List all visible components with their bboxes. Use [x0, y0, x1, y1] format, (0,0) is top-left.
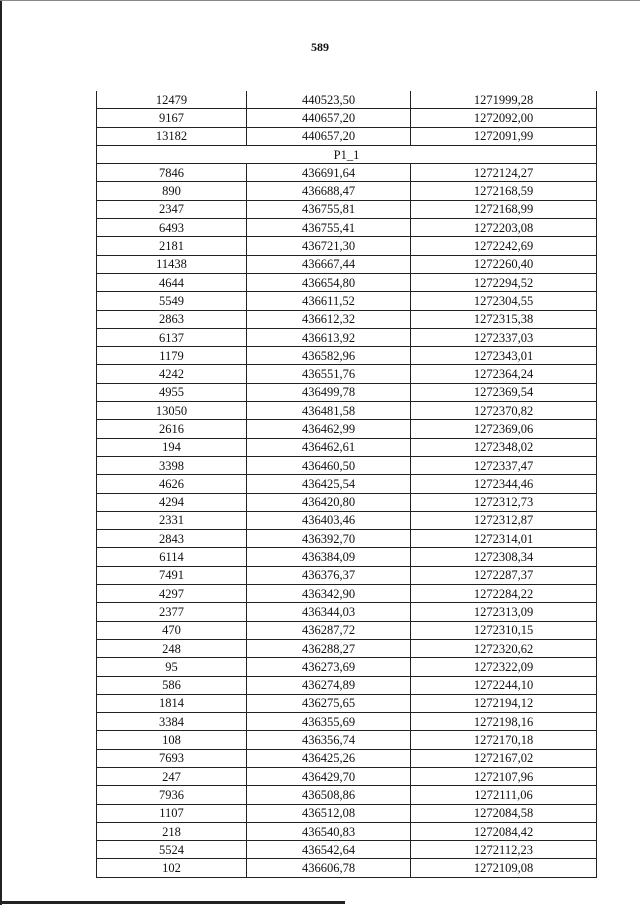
- x-coordinate-cell: 436551,76: [247, 365, 411, 383]
- y-coordinate-cell: 1272111,06: [411, 786, 597, 804]
- point-number-cell: 7693: [97, 749, 247, 767]
- x-coordinate-cell: 436392,70: [247, 530, 411, 548]
- table-row: [97, 164, 597, 182]
- y-coordinate-cell: 1272364,24: [411, 365, 597, 383]
- point-number-cell: 218: [97, 822, 247, 840]
- point-number-cell: 3384: [97, 713, 247, 731]
- y-coordinate-cell: 1272369,54: [411, 383, 597, 401]
- point-number-cell: 3398: [97, 456, 247, 474]
- table-row: [97, 237, 597, 255]
- table-row: [97, 383, 597, 401]
- table-row: [97, 841, 597, 859]
- x-coordinate-cell: 436481,58: [247, 402, 411, 420]
- y-coordinate-cell: 1272320,62: [411, 639, 597, 657]
- x-coordinate-cell: 436462,99: [247, 420, 411, 438]
- x-coordinate-cell: 436721,30: [247, 237, 411, 255]
- section-header-row: [97, 145, 597, 163]
- point-number-cell: 470: [97, 621, 247, 639]
- x-coordinate-cell: 436342,90: [247, 585, 411, 603]
- y-coordinate-cell: 1272124,27: [411, 164, 597, 182]
- point-number-cell: 11438: [97, 255, 247, 273]
- point-number-cell: 4955: [97, 383, 247, 401]
- x-coordinate-cell: 436288,27: [247, 639, 411, 657]
- table-row: [97, 585, 597, 603]
- coordinates-table-body: [97, 91, 597, 877]
- x-coordinate-cell: 436582,96: [247, 347, 411, 365]
- point-number-cell: 95: [97, 658, 247, 676]
- x-coordinate-cell: 440523,50: [247, 91, 411, 109]
- x-coordinate-cell: 436688,47: [247, 182, 411, 200]
- point-number-cell: 4294: [97, 493, 247, 511]
- table-row: [97, 859, 597, 877]
- y-coordinate-cell: 1272312,73: [411, 493, 597, 511]
- y-coordinate-cell: 1272315,38: [411, 310, 597, 328]
- point-number-cell: 586: [97, 676, 247, 694]
- x-coordinate-cell: 440657,20: [247, 127, 411, 145]
- table-row: [97, 91, 597, 109]
- point-number-cell: 247: [97, 767, 247, 785]
- y-coordinate-cell: 1272260,40: [411, 255, 597, 273]
- table-row: [97, 365, 597, 383]
- point-number-cell: 108: [97, 731, 247, 749]
- point-number-cell: 1107: [97, 804, 247, 822]
- y-coordinate-cell: 1272168,59: [411, 182, 597, 200]
- table-row: [97, 475, 597, 493]
- point-number-cell: 2347: [97, 200, 247, 218]
- table-row: [97, 767, 597, 785]
- table-row: [97, 328, 597, 346]
- point-number-cell: 6493: [97, 219, 247, 237]
- x-coordinate-cell: 436287,72: [247, 621, 411, 639]
- table-row: [97, 127, 597, 145]
- table-row: [97, 804, 597, 822]
- y-coordinate-cell: 1272308,34: [411, 548, 597, 566]
- page-number: 589: [311, 40, 329, 54]
- point-number-cell: 194: [97, 438, 247, 456]
- y-coordinate-cell: 1272313,09: [411, 603, 597, 621]
- x-coordinate-cell: 436355,69: [247, 713, 411, 731]
- y-coordinate-cell: 1272344,46: [411, 475, 597, 493]
- point-number-cell: 9167: [97, 109, 247, 127]
- point-number-cell: 2331: [97, 511, 247, 529]
- point-number-cell: 4242: [97, 365, 247, 383]
- table-row: [97, 603, 597, 621]
- point-number-cell: 6114: [97, 548, 247, 566]
- point-number-cell: 1179: [97, 347, 247, 365]
- point-number-cell: 2863: [97, 310, 247, 328]
- y-coordinate-cell: 1272091,99: [411, 127, 597, 145]
- x-coordinate-cell: 436667,44: [247, 255, 411, 273]
- y-coordinate-cell: 1272092,00: [411, 109, 597, 127]
- table-row: [97, 420, 597, 438]
- coordinates-table: [96, 91, 597, 878]
- table-row: [97, 438, 597, 456]
- x-coordinate-cell: 436429,70: [247, 767, 411, 785]
- table-row: [97, 511, 597, 529]
- table-row: [97, 713, 597, 731]
- x-coordinate-cell: 436403,46: [247, 511, 411, 529]
- scan-edge-top: [0, 0, 640, 1]
- point-number-cell: 248: [97, 639, 247, 657]
- point-number-cell: 13182: [97, 127, 247, 145]
- table-row: [97, 310, 597, 328]
- table-row: [97, 639, 597, 657]
- y-coordinate-cell: 1272312,87: [411, 511, 597, 529]
- x-coordinate-cell: 436460,50: [247, 456, 411, 474]
- table-row: [97, 658, 597, 676]
- table-row: [97, 749, 597, 767]
- y-coordinate-cell: 1272167,02: [411, 749, 597, 767]
- x-coordinate-cell: 436654,80: [247, 273, 411, 291]
- table-row: [97, 255, 597, 273]
- y-coordinate-cell: 1272107,96: [411, 767, 597, 785]
- table-row: [97, 621, 597, 639]
- point-number-cell: 2843: [97, 530, 247, 548]
- point-number-cell: 2181: [97, 237, 247, 255]
- x-coordinate-cell: 436344,03: [247, 603, 411, 621]
- point-number-cell: 13050: [97, 402, 247, 420]
- x-coordinate-cell: 436542,64: [247, 841, 411, 859]
- point-number-cell: 2377: [97, 603, 247, 621]
- y-coordinate-cell: 1272310,15: [411, 621, 597, 639]
- scan-edge-left: [0, 0, 2, 905]
- y-coordinate-cell: 1272198,16: [411, 713, 597, 731]
- x-coordinate-cell: 436275,65: [247, 694, 411, 712]
- x-coordinate-cell: 436499,78: [247, 383, 411, 401]
- scan-edge-bottom: [0, 901, 345, 904]
- y-coordinate-cell: 1272294,52: [411, 273, 597, 291]
- table-row: [97, 694, 597, 712]
- y-coordinate-cell: 1272369,06: [411, 420, 597, 438]
- table-row: [97, 182, 597, 200]
- table-row: [97, 731, 597, 749]
- point-number-cell: 12479: [97, 91, 247, 109]
- x-coordinate-cell: 436540,83: [247, 822, 411, 840]
- table-row: [97, 822, 597, 840]
- point-number-cell: 4644: [97, 273, 247, 291]
- point-number-cell: 5549: [97, 292, 247, 310]
- y-coordinate-cell: 1272244,10: [411, 676, 597, 694]
- table-row: [97, 109, 597, 127]
- y-coordinate-cell: 1272170,18: [411, 731, 597, 749]
- x-coordinate-cell: 436376,37: [247, 566, 411, 584]
- point-number-cell: 5524: [97, 841, 247, 859]
- x-coordinate-cell: 436606,78: [247, 859, 411, 877]
- y-coordinate-cell: 1272284,22: [411, 585, 597, 603]
- y-coordinate-cell: 1272242,69: [411, 237, 597, 255]
- x-coordinate-cell: 436612,32: [247, 310, 411, 328]
- table-row: [97, 786, 597, 804]
- x-coordinate-cell: 436384,09: [247, 548, 411, 566]
- point-number-cell: 102: [97, 859, 247, 877]
- y-coordinate-cell: 1271999,28: [411, 91, 597, 109]
- y-coordinate-cell: 1272322,09: [411, 658, 597, 676]
- y-coordinate-cell: 1272314,01: [411, 530, 597, 548]
- x-coordinate-cell: 436420,80: [247, 493, 411, 511]
- y-coordinate-cell: 1272304,55: [411, 292, 597, 310]
- table-row: [97, 676, 597, 694]
- y-coordinate-cell: 1272084,42: [411, 822, 597, 840]
- table-row: [97, 273, 597, 291]
- x-coordinate-cell: 436611,52: [247, 292, 411, 310]
- x-coordinate-cell: 436508,86: [247, 786, 411, 804]
- table-row: [97, 219, 597, 237]
- point-number-cell: 890: [97, 182, 247, 200]
- y-coordinate-cell: 1272287,37: [411, 566, 597, 584]
- x-coordinate-cell: 436755,81: [247, 200, 411, 218]
- table-row: [97, 456, 597, 474]
- point-number-cell: 4297: [97, 585, 247, 603]
- x-coordinate-cell: 436462,61: [247, 438, 411, 456]
- point-number-cell: 2616: [97, 420, 247, 438]
- y-coordinate-cell: 1272370,82: [411, 402, 597, 420]
- x-coordinate-cell: 436613,92: [247, 328, 411, 346]
- x-coordinate-cell: 436512,08: [247, 804, 411, 822]
- table-row: [97, 292, 597, 310]
- y-coordinate-cell: 1272343,01: [411, 347, 597, 365]
- y-coordinate-cell: 1272112,23: [411, 841, 597, 859]
- point-number-cell: 7491: [97, 566, 247, 584]
- x-coordinate-cell: 436273,69: [247, 658, 411, 676]
- x-coordinate-cell: 440657,20: [247, 109, 411, 127]
- point-number-cell: 4626: [97, 475, 247, 493]
- section-label: Р1_1: [97, 145, 597, 163]
- y-coordinate-cell: 1272168,99: [411, 200, 597, 218]
- y-coordinate-cell: 1272084,58: [411, 804, 597, 822]
- y-coordinate-cell: 1272337,47: [411, 456, 597, 474]
- table-row: [97, 566, 597, 584]
- point-number-cell: 6137: [97, 328, 247, 346]
- y-coordinate-cell: 1272348,02: [411, 438, 597, 456]
- x-coordinate-cell: 436356,74: [247, 731, 411, 749]
- point-number-cell: 1814: [97, 694, 247, 712]
- y-coordinate-cell: 1272109,08: [411, 859, 597, 877]
- x-coordinate-cell: 436425,54: [247, 475, 411, 493]
- y-coordinate-cell: 1272203,08: [411, 219, 597, 237]
- table-row: [97, 548, 597, 566]
- x-coordinate-cell: 436425,26: [247, 749, 411, 767]
- x-coordinate-cell: 436691,64: [247, 164, 411, 182]
- table-row: [97, 530, 597, 548]
- y-coordinate-cell: 1272337,03: [411, 328, 597, 346]
- x-coordinate-cell: 436274,89: [247, 676, 411, 694]
- x-coordinate-cell: 436755,41: [247, 219, 411, 237]
- point-number-cell: 7846: [97, 164, 247, 182]
- y-coordinate-cell: 1272194,12: [411, 694, 597, 712]
- table-row: [97, 347, 597, 365]
- table-row: [97, 200, 597, 218]
- point-number-cell: 7936: [97, 786, 247, 804]
- table-row: [97, 402, 597, 420]
- table-row: [97, 493, 597, 511]
